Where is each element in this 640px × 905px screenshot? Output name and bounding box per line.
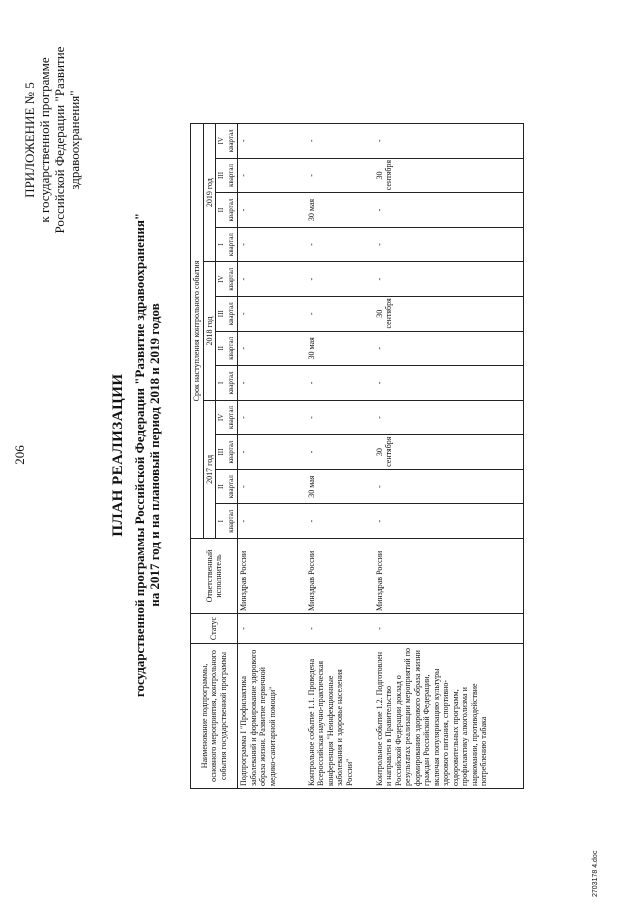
row-cell: - [374, 504, 524, 539]
appendix-note [22, 15, 82, 265]
row-name: Подпрограмма I "Профилактика заболеваний и формирование здорового образа жизни. Развитие первичной медико-санитарной помощи" [238, 644, 306, 789]
subtitle-line: на 2017 год и на плановый период 2018 и 2019 годов [147, 303, 162, 607]
header-quarter: IV квартал [216, 400, 238, 435]
appendix-line: ПРИЛОЖЕНИЕ № 5 [22, 82, 37, 198]
header-quarter: III квартал [216, 158, 238, 193]
row-name: Контрольное событие 1.2. Подготовлен и направлен в Правительство Российской Федерации доклад о результатах реализации мероприятий по формированию здорового образа жизни граждан Российской Федерации, включая популяризацию культуры здорового питания, спортивно-оздоровительных программ, профилактику алкоголизма и наркомании, противодействие потреблению табака [374, 644, 524, 789]
header-quarter: I квартал [216, 366, 238, 401]
row-cell: 30 мая [306, 469, 374, 504]
row-cell: 30 сентября [374, 158, 524, 193]
row-cell: - [306, 227, 374, 262]
row-cell: - [306, 366, 374, 401]
row-cell: - [238, 504, 306, 539]
table-row [306, 124, 374, 789]
file-footer: 2703178 4.doc [592, 850, 599, 897]
table-row [374, 124, 524, 789]
row-name: Контрольное событие 1.1. Проведена Всероссийская научно-практическая конференция "Неинфекционные заболевания и здоровье населения России" [306, 644, 374, 789]
header-quarter: IV квартал [216, 124, 238, 159]
row-cell: 30 мая [306, 193, 374, 228]
header-quarter: III квартал [216, 435, 238, 470]
header-quarter: II квартал [216, 193, 238, 228]
row-cell: - [374, 227, 524, 262]
row-cell: - [374, 366, 524, 401]
header-year: 2019 год [203, 124, 216, 262]
page-number: 206 [12, 445, 27, 465]
row-cell: - [238, 469, 306, 504]
table-row [238, 124, 306, 789]
row-cell: - [238, 400, 306, 435]
row-executor: Минздрав России [306, 539, 374, 614]
row-cell: - [238, 262, 306, 297]
row-cell: - [306, 504, 374, 539]
appendix-line: к государственной программе [37, 57, 52, 223]
row-status: - [238, 614, 306, 644]
row-cell: - [306, 400, 374, 435]
header-quarter: I квартал [216, 504, 238, 539]
row-cell: - [238, 331, 306, 366]
appendix-line: Российской Федерации "Развитие [52, 46, 67, 234]
appendix-line: здравоохранения" [67, 90, 82, 190]
plan-table [190, 123, 524, 789]
document-title: ПЛАН РЕАЛИЗАЦИИ [110, 373, 126, 537]
header-quarter: I квартал [216, 227, 238, 262]
subtitle-line: государственной программы Российской Федерации "Развитие здравоохранения" [132, 212, 147, 698]
header-status: Статус [191, 614, 238, 644]
row-cell: 30 сентября [374, 435, 524, 470]
header-quarter: II квартал [216, 331, 238, 366]
row-cell: - [306, 158, 374, 193]
row-cell: - [374, 193, 524, 228]
row-cell: - [238, 227, 306, 262]
row-cell: - [238, 193, 306, 228]
row-cell: - [238, 158, 306, 193]
row-cell: - [374, 469, 524, 504]
row-cell: 30 мая [306, 331, 374, 366]
row-status: - [374, 614, 524, 644]
row-executor: Минздрав России [374, 539, 524, 614]
header-quarter: II квартал [216, 469, 238, 504]
header-name: Наименование подпрограммы, основного мероприятия, контрольного события государственной программы [191, 644, 238, 789]
row-cell: - [306, 262, 374, 297]
row-cell: - [306, 435, 374, 470]
header-quarter: III квартал [216, 296, 238, 331]
row-cell: - [238, 296, 306, 331]
header-year: 2017 год [203, 400, 216, 538]
row-cell: - [374, 124, 524, 159]
row-cell: - [306, 296, 374, 331]
row-cell: - [374, 400, 524, 435]
document-subtitle [132, 125, 162, 785]
header-year: 2018 год [203, 262, 216, 400]
row-cell: 30 сентября [374, 296, 524, 331]
header-executor: Ответственный исполнитель [191, 539, 238, 614]
row-cell: - [238, 435, 306, 470]
row-status: - [306, 614, 374, 644]
row-cell: - [306, 124, 374, 159]
row-cell: - [238, 366, 306, 401]
header-quarter: IV квартал [216, 262, 238, 297]
row-cell: - [374, 262, 524, 297]
row-cell: - [238, 124, 306, 159]
row-cell: - [374, 331, 524, 366]
header-deadline: Срок наступления контрольного события [191, 124, 204, 539]
row-executor: Минздрав России [238, 539, 306, 614]
